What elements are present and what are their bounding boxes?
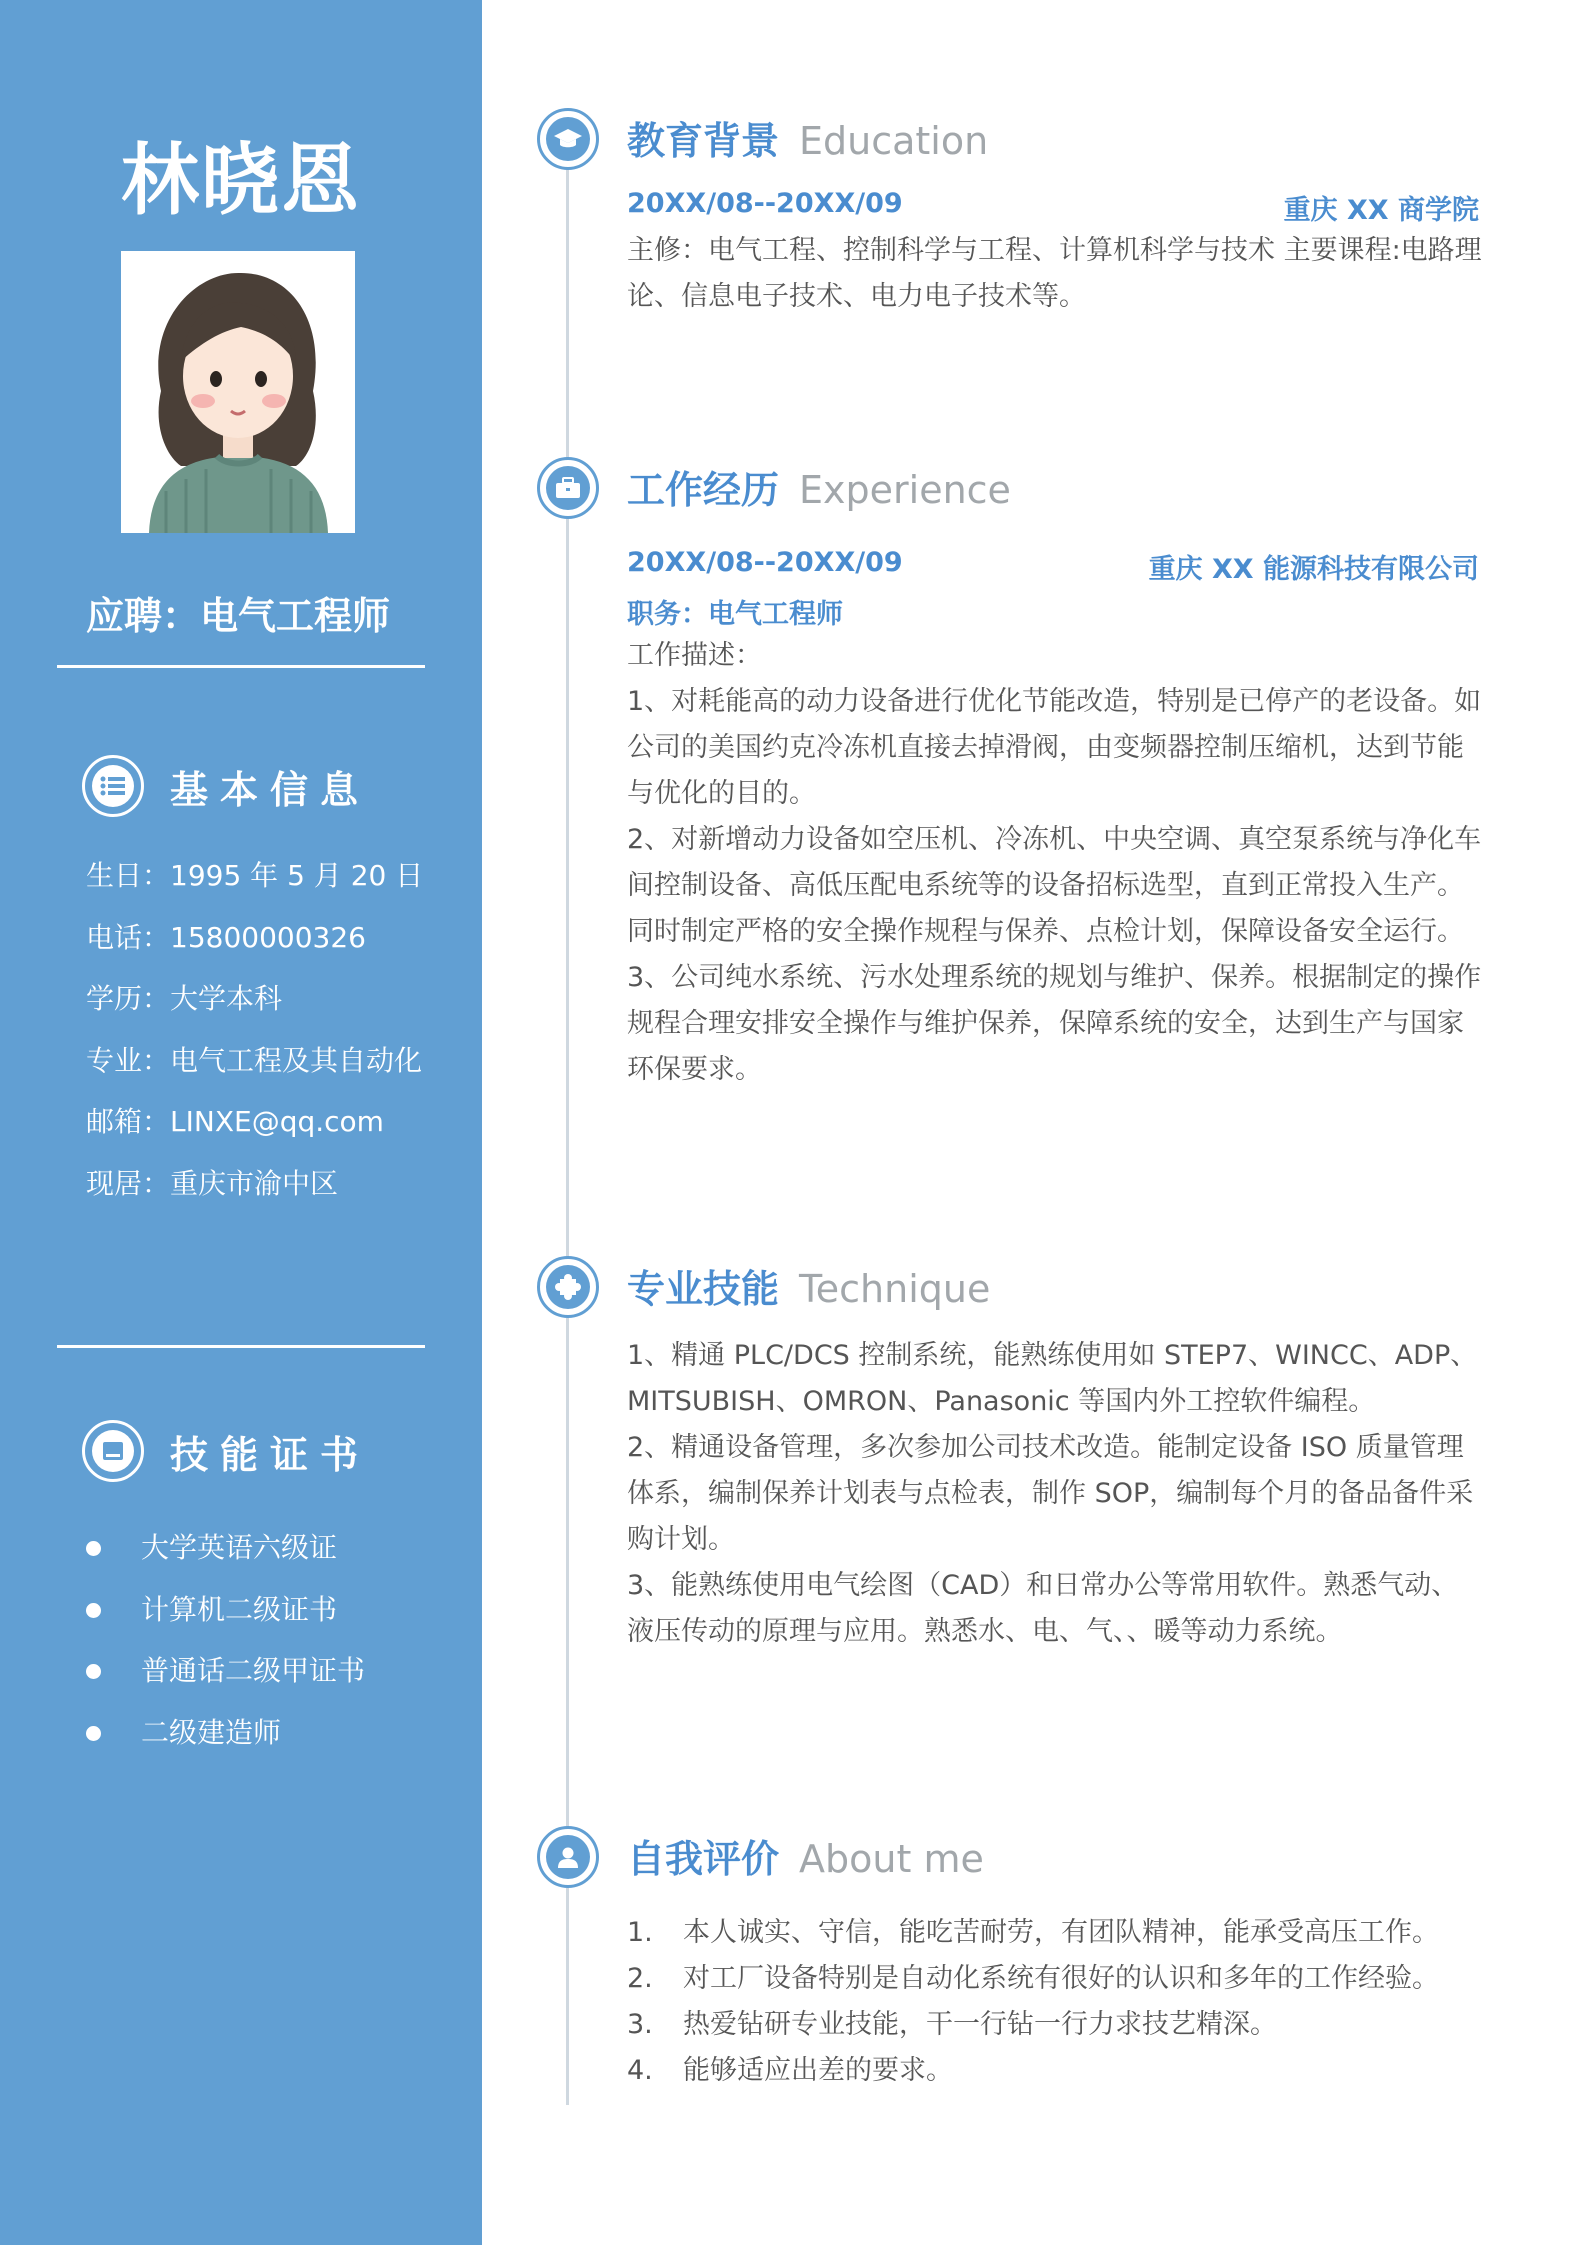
education-row xyxy=(627,188,1479,227)
candidate-name: 林晓恩 xyxy=(120,136,361,226)
experience-title-en: Experience xyxy=(799,468,1011,512)
certificate-item: 二级建造师 xyxy=(86,1715,365,1777)
puzzle-icon xyxy=(537,1256,599,1318)
education-school: 重庆 XX 商学院 xyxy=(1283,195,1479,226)
info-birthday: 生日：1995 年 5 月 20 日 xyxy=(86,859,424,892)
info-phone: 电话：15800000326 xyxy=(86,920,366,954)
technique-description xyxy=(627,1333,1485,1655)
education-description: 主修：电气工程、控制科学与工程、计算机科学与技术 主要课程:电路理论、信息电子技术、电力电子技术等。 xyxy=(627,235,1482,312)
about-item: 2. 对工厂设备特别是自动化系统有很好的认识和多年的工作经验。 xyxy=(627,1963,1439,1994)
sidebar-divider-top xyxy=(57,665,425,668)
briefcase-icon xyxy=(537,457,599,519)
experience-company: 重庆 XX 能源科技有限公司 xyxy=(1148,554,1479,585)
experience-title-cn: 工作经历 xyxy=(627,468,780,512)
education-heading xyxy=(627,110,988,165)
sidebar-divider-middle xyxy=(57,1345,425,1348)
about-title-en: About me xyxy=(799,1837,984,1881)
graduation-cap-icon xyxy=(537,108,599,170)
experience-heading xyxy=(627,459,1011,514)
info-email: 邮箱：LINXE@qq.com xyxy=(86,1105,384,1138)
job-target: 应聘：电气工程师 xyxy=(86,594,391,638)
about-title-cn: 自我评价 xyxy=(627,1837,780,1881)
timeline-line xyxy=(566,155,569,2105)
technique-heading xyxy=(627,1258,990,1313)
bullet-icon xyxy=(86,1664,101,1679)
education-title-cn: 教育背景 xyxy=(627,119,780,163)
about-item: 4. 能够适应出差的要求。 xyxy=(627,2055,953,2086)
technique-item: 2、精通设备管理，多次参加公司技术改造。能制定设备 ISO 质量管理体系，编制保养计划表与点检表，制作 SOP，编制每个月的备品备件采购计划。 xyxy=(627,1432,1474,1555)
experience-item: 1、对耗能高的动力设备进行优化节能改造，特别是已停产的老设备。如公司的美国约克冷冻机直接去掉滑阀，由变频器控制压缩机，达到节能与优化的目的。 xyxy=(627,686,1482,809)
certificate-item: 普通话二级甲证书 xyxy=(86,1653,365,1715)
basic-info-title: 基本信息 xyxy=(170,767,371,812)
certificates-list xyxy=(86,1530,365,1776)
experience-desc-label: 工作描述： xyxy=(627,640,762,671)
technique-title-en: Technique xyxy=(799,1267,991,1311)
certificate-item: 计算机二级证书 xyxy=(86,1592,365,1654)
list-icon xyxy=(82,755,144,817)
certificate-item: 大学英语六级证 xyxy=(86,1530,365,1592)
info-major: 专业：电气工程及其自动化 xyxy=(86,1043,423,1077)
basic-info-header xyxy=(82,755,370,817)
bullet-icon xyxy=(86,1603,101,1618)
bullet-icon xyxy=(86,1541,101,1556)
bullet-icon xyxy=(86,1726,101,1741)
sidebar xyxy=(0,0,482,2245)
experience-item: 2、对新增动力设备如空压机、冷冻机、中央空调、真空泵系统与净化车间控制设备、高低压配电系统等的设备招标选型，直到正常投入生产。同时制定严格的安全操作规程与保养、点检计划，保障设备安全运行。 xyxy=(627,824,1482,947)
info-education: 学历：大学本科 xyxy=(86,982,283,1015)
certificates-title: 技能证书 xyxy=(170,1432,371,1477)
technique-item: 3、能熟练使用电气绘图（CAD）和日常办公等常用软件。熟悉气动、液压传动的原理与应用。熟悉水、电、气、、暖等动力系统。 xyxy=(627,1570,1459,1647)
certificates-header xyxy=(82,1420,370,1482)
about-list xyxy=(627,1910,1485,2094)
experience-item: 3、公司纯水系统、污水处理系统的规划与维护、保养。根据制定的操作规程合理安排安全操作与维护保养，保障系统的安全，达到生产与国家环保要求。 xyxy=(627,962,1482,1085)
book-icon xyxy=(82,1420,144,1482)
info-residence: 现居：重庆市渝中区 xyxy=(86,1166,339,1200)
basic-info-list xyxy=(86,858,423,1227)
experience-description xyxy=(627,633,1485,1093)
user-icon xyxy=(537,1826,599,1888)
experience-row xyxy=(627,547,1479,586)
experience-date: 20XX/08--20XX/09 xyxy=(627,547,903,578)
about-item: 1. 本人诚实、守信，能吃苦耐劳，有团队精神，能承受高压工作。 xyxy=(627,1917,1439,1948)
avatar-photo xyxy=(121,251,355,533)
education-title-en: Education xyxy=(799,119,989,163)
experience-position: 职务：电气工程师 xyxy=(627,599,843,630)
about-item: 3. 热爱钻研专业技能，干一行钻一行力求技艺精深。 xyxy=(627,2009,1277,2040)
technique-title-cn: 专业技能 xyxy=(627,1267,780,1311)
technique-item: 1、精通 PLC/DCS 控制系统，能熟练使用如 STEP7、WINCC、ADP、MITSUBISH、OMRON、Panasonic 等国内外工控软件编程。 xyxy=(627,1340,1478,1417)
avatar-illustration xyxy=(121,251,355,533)
about-heading xyxy=(627,1828,984,1883)
education-date: 20XX/08--20XX/09 xyxy=(627,188,903,219)
